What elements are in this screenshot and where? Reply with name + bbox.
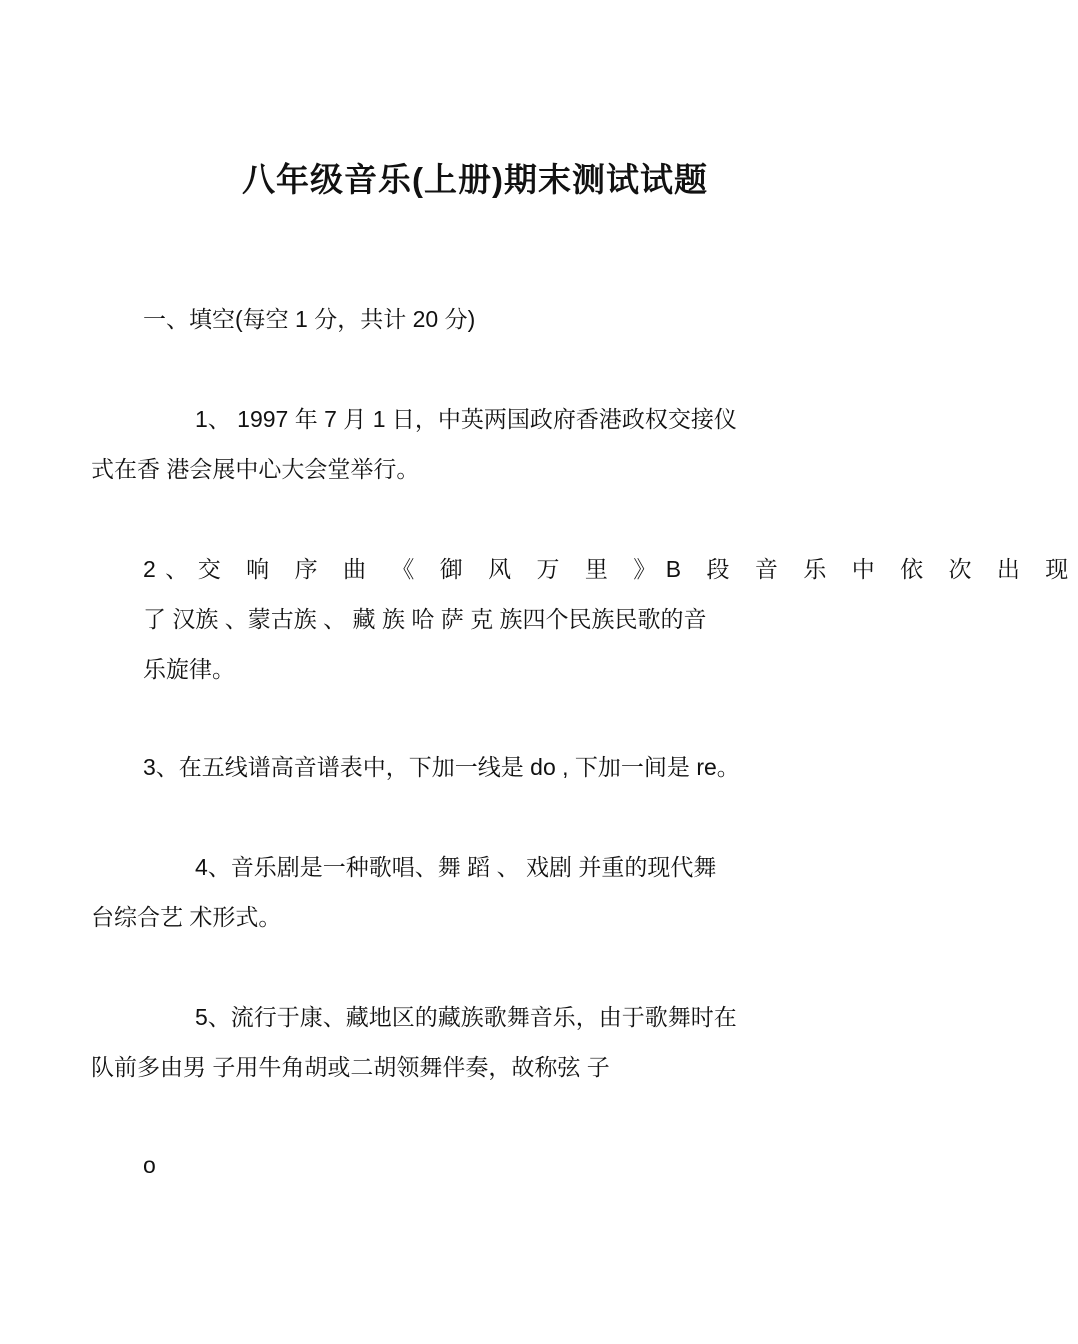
document-title: 八年级音乐(上册)期末测试试题 bbox=[242, 161, 708, 198]
question-1 bbox=[91, 394, 807, 494]
question-4-line-1: 4、音乐剧是一种歌唱、舞 蹈 、 戏剧 并重的现代舞 bbox=[195, 854, 717, 880]
question-1-line-1: 1、 1997 年 7 月 1 日，中英两国政府香港政权交接仪 bbox=[195, 406, 737, 432]
question-3 bbox=[143, 742, 807, 792]
question-1-line-2: 式在香 港会展中心大会堂举行。 bbox=[91, 456, 420, 482]
section-heading: 一、填空(每空 1 分，共计 20 分) bbox=[143, 306, 476, 332]
question-2-line-2: 了 汉族 、蒙古族 、 藏 族 哈 萨 克 族四个民族民歌的音 bbox=[143, 606, 707, 632]
question-5 bbox=[91, 992, 807, 1092]
question-4-line-2: 台综合艺 术形式。 bbox=[91, 904, 282, 930]
question-2-line-1: 2、交 响 序 曲 《 御 风 万 里 》B 段 音 乐 中 依 次 出 现 bbox=[143, 556, 1078, 582]
question-3-line-1: 3、在五线谱高音谱表中，下加一线是 do , 下加一间是 re。 bbox=[143, 754, 740, 780]
question-5-line-1: 5、流行于康、藏地区的藏族歌舞音乐，由于歌舞时在 bbox=[195, 1004, 737, 1030]
question-4 bbox=[91, 842, 807, 942]
question-2-line-3: 乐旋律。 bbox=[143, 656, 235, 682]
question-2 bbox=[143, 544, 1078, 694]
trailing-mark: o bbox=[143, 1152, 156, 1178]
question-5-line-2: 队前多由男 子用牛角胡或二胡领舞伴奏，故称弦 子 bbox=[91, 1054, 610, 1080]
